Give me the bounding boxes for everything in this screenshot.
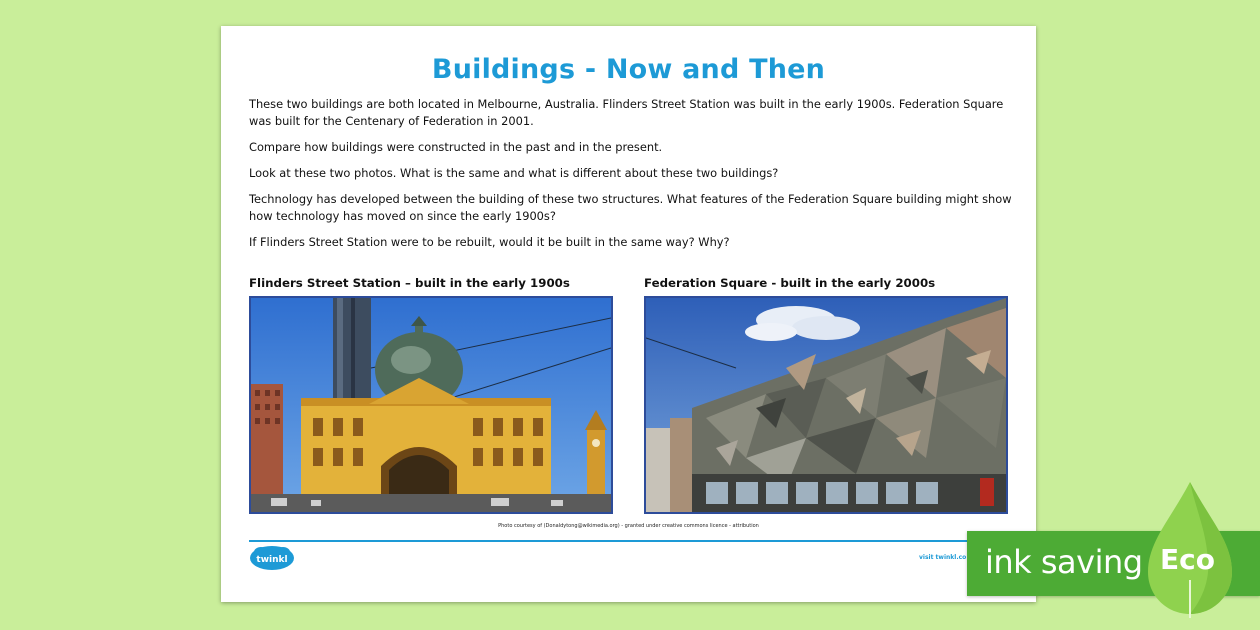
visit-link-text[interactable]: visit twinkl.co	[919, 554, 967, 561]
eco-word: Eco	[1160, 543, 1215, 576]
photo-caption-federation: Federation Square - built in the early 2000s	[644, 276, 936, 290]
ink-saving-label: ink saving	[985, 543, 1143, 581]
page-title: Buildings - Now and Then	[431, 54, 826, 85]
paragraph-look: Look at these two photos. What is the same and what is different about these two buildings?	[249, 166, 779, 180]
paragraph-rebuild: If Flinders Street Station were to be rebuilt, would it be built in the same way? Why?	[249, 235, 730, 249]
logo-text: twinkl	[256, 555, 288, 565]
instructions-text	[249, 96, 1013, 260]
photo-credit: Photo courtesy of (Donaldytong@wikimedia.org) - granted under creative commons licence - attribution	[498, 523, 759, 529]
worksheet-page	[221, 26, 1036, 602]
photo-caption-flinders: Flinders Street Station – built in the early 1900s	[249, 276, 570, 290]
federation-square-image	[646, 298, 1006, 512]
flinders-station-image	[251, 298, 611, 512]
paragraph-intro: These two buildings are both located in Melbourne, Australia. Flinders Street Station was built in the early 1900s. Federation Square was built for the Centenary of Federation in 2001.	[249, 97, 1004, 128]
paragraph-compare: Compare how buildings were constructed in the past and in the present.	[249, 140, 663, 154]
photo-federation-square	[644, 296, 1008, 514]
footer-divider	[249, 540, 1009, 542]
paragraph-technology: Technology has developed between the building of these two structures. What features of the Federation Square building might show how technology has moved on since the early 1900s?	[249, 192, 1012, 223]
twinkl-logo	[249, 544, 295, 572]
photo-flinders-street-station	[249, 296, 613, 514]
